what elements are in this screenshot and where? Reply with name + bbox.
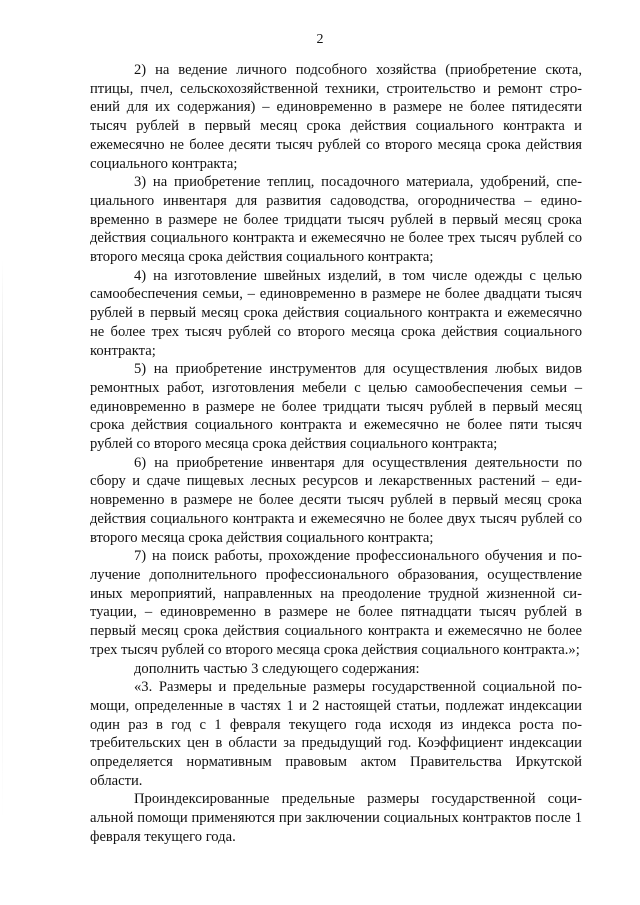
paragraph-item-2: 2) на ведение личного подсобного хозяйства (приобретение скота, птицы, пчел, сельскохозяйственной техники, строительство и ремонт строений для их содержания) – единовременно в размере не более пятидесяти тысяч рублей в первый месяц срока действия социального контракта и ежемесячно не более десяти тысяч рублей со второго месяца срока действия социального контракта; (90, 62, 582, 172)
paragraph-item-7: 7) на поиск работы, прохождение профессионального обучения и получение дополнительного профессионального образования, осуществление иных мероприятий, направленных на преодоление трудной жизненной ситуации, – единовременно в размере не более пятнадцати тысяч рублей в первый месяц срока действия социального контракта и ежемесячно не более трех тысяч рублей со второго месяца срока действия социального контракта.»; (90, 548, 582, 658)
document-body (90, 61, 582, 847)
page-number: 2 (316, 32, 324, 47)
paragraph-indexed-sizes: Проиндексированные предельные размеры государственной социальной помощи применяются при заключении социальных контрактов после 1 февраля текущего года. (90, 791, 582, 845)
paragraph-item-4: 4) на изготовление швейных изделий, в том числе одежды с целью самообеспечения семьи, – единовременно в размере не более двадцати тысяч рублей в первый месяц срока действия социального контракта и ежемесячно не более трех тысяч рублей со второго месяца срока действия социального контракта; (90, 267, 582, 359)
scan-edge-line (2, 260, 3, 820)
paragraph-item-6: 6) на приобретение инвентаря для осуществления деятельности по сбору и сдаче пищевых лесных ресурсов и лекарственных растений – единовременно в размере не более десяти тысяч рублей в первый месяц срока действия социального контракта и ежемесячно не более двух тысяч рублей со второго месяца срока действия социального контракта; (90, 454, 582, 546)
paragraph-part-3: «3. Размеры и предельные размеры государственной социальной помощи, определенные в частях 1 и 2 настоящей статьи, подлежат индексации один раз в год с 1 февраля текущего года исходя из индекса роста потребительских цен в области за предыдущий год. Коэффициент индексации определяется нормативным правовым актом Правительства Иркутской области. (90, 679, 582, 789)
paragraph-item-5: 5) на приобретение инструментов для осуществления любых видов ремонтных работ, изготовления мебели с целью самообеспечения семьи – единовременно в размере не более тридцати тысяч рублей в первый месяц срока действия социального контракта и ежемесячно не более пяти тысяч рублей со второго месяца срока действия социального контракта; (90, 361, 582, 453)
paragraph-item-3: 3) на приобретение теплиц, посадочного материала, удобрений, специального инвентаря для развития садоводства, огородничества – единовременно в размере не более тридцати тысяч рублей в первый месяц срока действия социального контракта и ежемесячно не более трех тысяч рублей со второго месяца срока действия социального контракта; (90, 174, 582, 266)
paragraph-amendment-intro: дополнить частью 3 следующего содержания: (134, 660, 420, 677)
